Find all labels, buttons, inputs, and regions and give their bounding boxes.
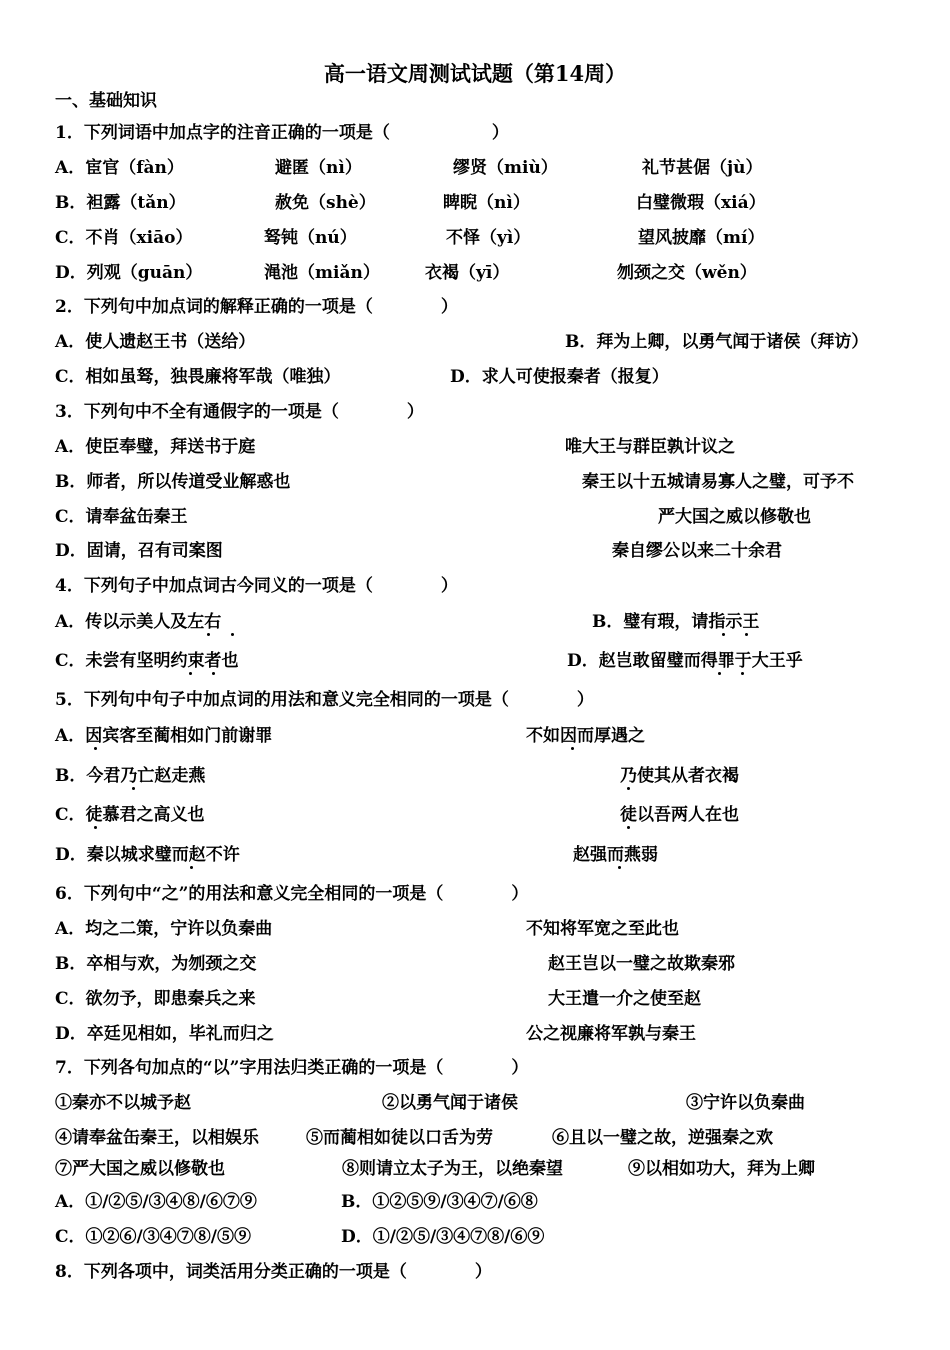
q6-option-a: A．均之二策，宁许以负秦曲 bbox=[55, 919, 273, 939]
q2-option-b: B．拜为上卿，以勇气闻于诸侯（拜访） bbox=[565, 332, 869, 352]
q1-option-c: C．不肖（xiāo） bbox=[55, 228, 193, 248]
emphasis-dot bbox=[94, 747, 97, 750]
q3-option-c: C．请奉盆缶秦王 bbox=[55, 507, 188, 527]
q1-option-a-4: 礼节甚倨（jù） bbox=[642, 158, 763, 178]
emphasis-dot bbox=[722, 633, 725, 636]
q3-option-b: B．师者，所以传道受业解惑也 bbox=[55, 472, 291, 492]
emphasis-dot bbox=[207, 633, 210, 636]
q7-option-a: A．①/②⑤/③④⑧/⑥⑦⑨ bbox=[55, 1192, 257, 1212]
q7-item-9: ⑨以相如功大，拜为上卿 bbox=[628, 1159, 815, 1179]
q1-option-d-4: 刎颈之交（wěn） bbox=[617, 263, 757, 283]
q1-option-a-2: 避匿（nì） bbox=[275, 158, 362, 178]
q1-option-b-4: 白璧微瑕（xiá） bbox=[636, 193, 766, 213]
q7-item-7: ⑦严大国之威以修敬也 bbox=[55, 1159, 225, 1179]
q1-option-c-4: 望风披靡（mí） bbox=[638, 228, 765, 248]
q4-option-a: A．传以示美人及左右 bbox=[55, 612, 222, 632]
q7-item-3: ③宁许以负秦曲 bbox=[686, 1093, 805, 1113]
q1-option-d: D．列观（guān） bbox=[55, 263, 203, 283]
q4-option-b: B．璧有瑕，请指示王 bbox=[592, 612, 760, 632]
q5-option-b-right: 乃使其从者衣褐 bbox=[620, 766, 739, 786]
q1-option-c-3: 不怿（yì） bbox=[446, 228, 531, 248]
emphasis-dot bbox=[94, 826, 97, 829]
q4-option-c: C．未尝有坚明约束者也 bbox=[55, 651, 239, 671]
q3-option-c-right: 严大国之威以修敬也 bbox=[658, 507, 811, 527]
q8-stem: 8．下列各项中，词类活用分类正确的一项是（ ） bbox=[55, 1262, 492, 1282]
emphasis-dot bbox=[718, 672, 721, 675]
q1-option-a-3: 缪贤（miù） bbox=[453, 158, 558, 178]
q1-option-d-2: 渑池（miǎn） bbox=[264, 263, 380, 283]
q5-option-b: B．今君乃亡赵走燕 bbox=[55, 766, 206, 786]
q3-option-a-right: 唯大王与群臣孰计议之 bbox=[565, 437, 735, 457]
q3-option-b-right: 秦王以十五城请易寡人之璧，可予不 bbox=[582, 472, 854, 492]
q1-option-b-3: 睥睨（nì） bbox=[443, 193, 530, 213]
q6-option-c-right: 大王遣一介之使至赵 bbox=[548, 989, 701, 1009]
q5-option-d-right: 赵强而燕弱 bbox=[573, 845, 658, 865]
q2-option-a: A．使人遗赵王书（送给） bbox=[55, 332, 256, 352]
q5-option-d: D．秦以城求璧而赵不许 bbox=[55, 845, 240, 865]
emphasis-dot bbox=[132, 787, 135, 790]
q6-option-a-right: 不知将军宽之至此也 bbox=[526, 919, 679, 939]
emphasis-dot bbox=[627, 787, 630, 790]
q1-option-c-2: 驽钝（nú） bbox=[264, 228, 357, 248]
q1-option-b: B．袒露（tǎn） bbox=[55, 193, 186, 213]
emphasis-dot bbox=[231, 633, 234, 636]
emphasis-dot bbox=[571, 747, 574, 750]
q7-item-4: ④请奉盆缶秦王，以相娱乐 bbox=[55, 1128, 259, 1148]
q7-option-c: C．①②⑥/③④⑦⑧/⑤⑨ bbox=[55, 1227, 251, 1247]
q5-option-a-right: 不如因而厚遇之 bbox=[526, 726, 645, 746]
q6-option-c: C．欲勿予，即患秦兵之来 bbox=[55, 989, 256, 1009]
q2-stem: 2．下列句中加点词的解释正确的一项是（ ） bbox=[55, 297, 458, 317]
q7-item-8: ⑧则请立太子为王，以绝秦望 bbox=[342, 1159, 563, 1179]
emphasis-dot bbox=[741, 672, 744, 675]
q1-option-d-3: 衣褐（yī） bbox=[425, 263, 510, 283]
q2-option-d: D．求人可使报秦者（报复） bbox=[450, 367, 669, 387]
q5-option-c: C．徒慕君之高义也 bbox=[55, 805, 205, 825]
q6-option-d-right: 公之视廉将军孰与秦王 bbox=[526, 1024, 696, 1044]
q2-option-c: C．相如虽驽，独畏廉将军哉（唯独） bbox=[55, 367, 341, 387]
q1-option-b-2: 赦免（shè） bbox=[275, 193, 376, 213]
q5-stem: 5．下列句中句子中加点词的用法和意义完全相同的一项是（ ） bbox=[55, 690, 594, 710]
emphasis-dot bbox=[627, 826, 630, 829]
q3-option-d: D．固请，召有司案图 bbox=[55, 541, 223, 561]
q7-option-b: B．①②⑤⑨/③④⑦/⑥⑧ bbox=[341, 1192, 538, 1212]
q7-option-d: D．①/②⑤/③④⑦⑧/⑥⑨ bbox=[341, 1227, 545, 1247]
q6-option-d: D．卒廷见相如，毕礼而归之 bbox=[55, 1024, 274, 1044]
q1-option-a: A．宦官（fàn） bbox=[55, 158, 184, 178]
q7-item-2: ②以勇气闻于诸侯 bbox=[382, 1093, 518, 1113]
page-title: 高一语文周测试试题（第14周） bbox=[323, 61, 627, 86]
emphasis-dot bbox=[745, 633, 748, 636]
q5-option-a: A．因宾客至蔺相如门前谢罪 bbox=[55, 726, 273, 746]
emphasis-dot bbox=[189, 672, 192, 675]
q4-option-d: D．赵岂敢留璧而得罪于大王乎 bbox=[567, 651, 803, 671]
q7-stem: 7．下列各句加点的“以”字用法归类正确的一项是（ ） bbox=[55, 1058, 529, 1078]
q1-stem: 1．下列词语中加点字的注音正确的一项是（ ） bbox=[55, 123, 509, 143]
emphasis-dot bbox=[212, 672, 215, 675]
q6-option-b: B．卒相与欢，为刎颈之交 bbox=[55, 954, 257, 974]
q6-option-b-right: 赵王岂以一璧之故欺秦邪 bbox=[548, 954, 735, 974]
section-heading: 一、基础知识 bbox=[55, 91, 157, 111]
emphasis-dot bbox=[618, 866, 621, 869]
q7-item-1: ①秦亦不以城予赵 bbox=[55, 1093, 191, 1113]
q3-option-a: A．使臣奉璧，拜送书于庭 bbox=[55, 437, 256, 457]
q4-stem: 4．下列句子中加点词古今同义的一项是（ ） bbox=[55, 576, 458, 596]
emphasis-dot bbox=[190, 866, 193, 869]
q3-option-d-right: 秦自缪公以来二十余君 bbox=[612, 541, 782, 561]
q6-stem: 6．下列句中“之”的用法和意义完全相同的一项是（ ） bbox=[55, 884, 529, 904]
q7-item-5: ⑤而蔺相如徒以口舌为劳 bbox=[306, 1128, 493, 1148]
q5-option-c-right: 徒以吾两人在也 bbox=[620, 805, 739, 825]
q3-stem: 3．下列句中不全有通假字的一项是（ ） bbox=[55, 402, 424, 422]
q7-item-6: ⑥且以一璧之故，逆强秦之欢 bbox=[552, 1128, 773, 1148]
